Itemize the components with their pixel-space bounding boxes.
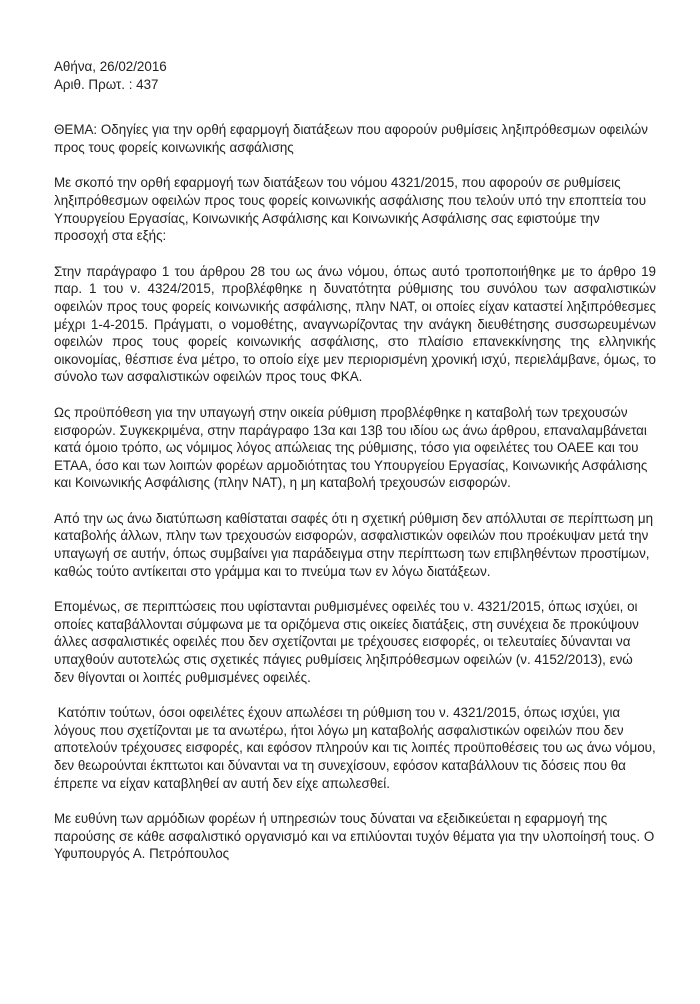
paragraph-debtors: Κατόπιν τούτων, όσοι οφειλέτες έχουν απωλέσει τη ρύθμιση του ν. 4321/2015, όπως ισχύει, για λόγους που σχετίζονται με τα ανωτέρω, ήτοι λόγω μη καταβολής ασφαλιστικών οφειλών που δεν αποτελούν τρέχουσες εισφορές, και εφόσον πληρούν και τις λοιπές προϋποθέσεις του ως άνω νόμου, δεν θεωρούνται έκπτωτοι και δύνανται να τη συνεχίσουν, εφόσον καταβάλλουν τις δόσεις που θα έπρεπε να είχαν καταβληθεί αν αυτή δεν είχε απωλεσθεί. (54, 705, 660, 791)
document-page (54, 58, 660, 863)
paragraph-closing-signature: Με ευθύνη των αρμόδιων φορέων ή υπηρεσιών τους δύναται να εξειδικεύεται η εφαρμογή της παρούσης σε κάθε ασφαλιστικό οργανισμό και να επιλύονται τυχόν θέματα για την υλοποίησή τους. Ο Υφυπουργός Α. Πετρόπουλος (54, 811, 655, 862)
paragraph-current-contributions: Ως προϋπόθεση για την υπαγωγή στην οικεία ρύθμιση προβλέφθηκε η καταβολή των τρεχουσών εισφορών. Συγκεκριμένα, στην παράγραφο 13α και 13β του ιδίου ως άνω άρθρου, επαναλαμβάνεται κατά όμοιο τρόπο, ως νόμιμος λόγος απώλειας της ρύθμισης, τόσο για οφειλέτες του ΟΑΕΕ και του ΕΤΑΑ, όσο και των λοιπών φορέων αρμοδιότητας του Υπουργείου Εργασίας, Κοινωνικής Ασφάλισης και Κοινωνικής Ασφάλισης (πλην ΝΑΤ), η μη καταβολή τρεχουσών εισφορών. (54, 404, 648, 491)
paragraph-article-28: Στην παράγραφο 1 του άρθρου 28 του ως άνω νόμου, όπως αυτό τροποποιήθηκε με το άρθρο 19 παρ. 1 του ν. 4324/2015, προβλέφθηκε η δυνατότητα ρύθμισης του συνόλου των ασφαλιστικών οφειλών προς τους φορείς κοινωνικής ασφάλισης, πλην ΝΑΤ, οι οποίες είχαν καταστεί ληξιπρόθεσμες μέχρι 1-4-2015. Πράγματι, ο νομοθέτης, αναγνωρίζοντας την ανάγκη διευθέτησης συσσωρευμένων οφειλών προς τους φορείς κοινωνικής ασφάλισης, στο πλαίσιο επανεκκίνησης της ελληνικής οικονομίας, θέσπισε ένα μέτρο, το οποίο είχε μεν περιορισμένη χρονική ισχύ, περιελάμβανε, όμως, το σύνολο των ασφαλιστικών οφειλών προς τους ΦΚΑ. (54, 263, 656, 385)
paragraph-intro: Με σκοπό την ορθή εφαρμογή των διατάξεων του νόμου 4321/2015, που αφορούν σε ρυθμίσεις ληξιπρόθεσμων οφειλών προς τους φορείς κοινωνικής ασφάλισης που τελούν υπό την εποπτεία του Υπουργείου Εργασίας, Κοινωνικής Ασφάλισης και Κοινωνικής Ασφάλισης σας εφιστούμε την προσοχή στα εξής: (54, 175, 647, 244)
paragraph-clarification: Από την ως άνω διατύπωση καθίσταται σαφές ότι η σχετική ρύθμιση δεν απόλλυται σε περίπτωση μη καταβολής άλλων, πλην των τρεχουσών εισφορών, ασφαλιστικών οφειλών που προέκυψαν μετά την υπαγωγή σε αυτήν, όπως συμβαίνει για παράδειγμα στην περίπτωση των επιβληθέντων προστίμων, καθώς τούτο αντίκειται στο γράμμα και το πνεύμα των εν λόγω διατάξεων. (54, 510, 654, 579)
protocol-number: Αριθ. Πρωτ. : 437 (54, 76, 159, 92)
paragraph-consequently: Επομένως, σε περιπτώσεις που υφίστανται ρυθμισμένες οφειλές του ν. 4321/2015, όπως ισχύει, οι οποίες καταβάλλονται σύμφωνα με τα οριζόμενα στις οικείες διατάξεις, στη συνέχεια δε προκύψουν άλλες ασφαλιστικές οφειλές που δεν σχετίζονται με τρέχουσες εισφορές, οι τελευταίες δύνανται να υπαχθούν αυτοτελώς στις σχετικές πάγιες ρυθμίσεις ληξιπρόθεσμων οφειλών (ν. 4152/2013), ενώ δεν θίγονται οι λοιπές ρυθμισμένες οφειλές. (54, 599, 639, 685)
subject-line: ΘΕΜΑ: Οδηγίες για την ορθή εφαρμογή διατάξεων που αφορούν ρυθμίσεις ληξιπρόθεσμων οφειλών προς τους φορείς κοινωνικής ασφάλισης (54, 122, 648, 155)
date-line: Αθήνα, 26/02/2016 (54, 59, 167, 74)
